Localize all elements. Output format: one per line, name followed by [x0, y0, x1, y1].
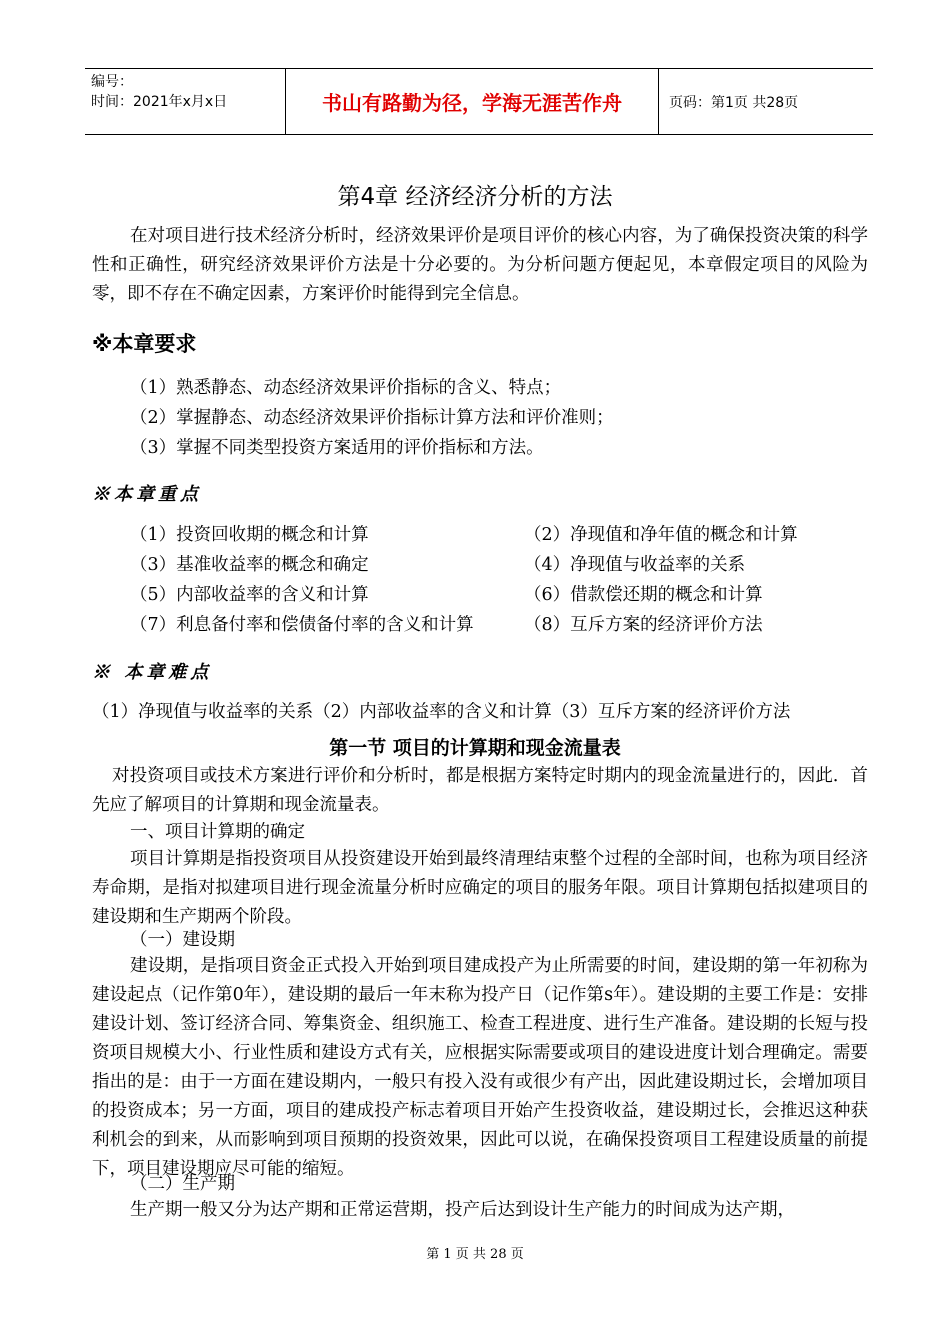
key-point-item: （7）利息备付率和偿债备付率的含义和计算 — [130, 615, 474, 635]
key-point-item: （5）内部收益率的含义和计算 — [130, 585, 369, 605]
chapter-title: 第4章 经济经济分析的方法 — [337, 184, 613, 210]
doc-date-label: 时间：2021年x月x日 — [91, 94, 228, 110]
header-page-info: 页码：第1页 共28页 — [669, 94, 799, 111]
page-footer: 第 1 页 共 28 页 — [426, 1247, 524, 1262]
header-motto-cell — [285, 69, 659, 134]
doc-number-label: 编号： — [91, 74, 133, 90]
difficulties-heading: ※ 本章难点 — [92, 662, 213, 683]
requirement-item: （1）熟悉静态、动态经济效果评价指标的含义、特点； — [130, 378, 562, 398]
key-point-item: （4）净现值与收益率的关系 — [524, 555, 746, 575]
requirement-item: （3）掌握不同类型投资方案适用的评价指标和方法。 — [130, 438, 544, 458]
section-paragraph: 建设期，是指项目资金正式投入开始到项目建成投产为止所需要的时间，建设期的第一年初称为建设起点（记作第0年），建设期的最后一年末称为投产日（记作第s年）。建设期的主要工作是：安排建设计划、签订经济合同、筹集资金、组织施工、检查工程进度、进行生产准备。建设期的长短与投资项目规模大小、行业性质和建设方式有关，应根据实际需要或项目的建设进度计划合理确定。需要指出的是：由于一方面在建设期内，一般只有投入没有或很少有产出，因此建设期过长，会增加项目的投资成本；另一方面，项目的建成投产标志着项目开始产生投资收益，建设期过长，会推迟这种获利机会的到来，从而影响到项目预期的投资效果，因此可以说，在确保投资项目工程建设质量的前提下，项目建设期应尽可能的缩短。 — [92, 956, 868, 1179]
key-point-item: （8）互斥方案的经济评价方法 — [524, 615, 763, 635]
subsection-heading: （二）生产期 — [130, 1174, 235, 1194]
key-points-heading: ※本章重点 — [92, 484, 202, 505]
section-paragraph: 对投资项目或技术方案进行评价和分析时，都是根据方案特定时期内的现金流量进行的，因此．首先应了解项目的计算期和现金流量表。 — [92, 766, 868, 815]
difficulties-text: （1）净现值与收益率的关系（2）内部收益率的含义和计算（3）互斥方案的经济评价方法 — [92, 702, 791, 722]
key-point-item: （2）净现值和净年值的概念和计算 — [524, 525, 798, 545]
intro-paragraph: 在对项目进行技术经济分析时，经济效果评价是项目评价的核心内容，为了确保投资决策的科学性和正确性，研究经济效果评价方法是十分必要的。为分析问题方便起见，本章假定项目的风险为零，即不存在不确定因素，方案评价时能得到完全信息。 — [92, 226, 868, 304]
section-paragraph: 项目计算期是指投资项目从投资建设开始到最终清理结束整个过程的全部时间，也称为项目经济寿命期，是指对拟建项目进行现金流量分析时应确定的项目的服务年限。项目计算期包括拟建项目的建设期和生产期两个阶段。 — [92, 849, 868, 927]
section-paragraph: 生产期一般又分为达产期和正常运营期，投产后达到设计生产能力的时间成为达产期， — [130, 1200, 795, 1220]
section-title: 第一节 项目的计算期和现金流量表 — [329, 737, 621, 759]
header-motto: 书山有路勤为径，学海无涯苦作舟 — [322, 91, 622, 115]
page-header — [85, 68, 873, 135]
requirement-item: （2）掌握静态、动态经济效果评价指标计算方法和评价准则； — [130, 408, 614, 428]
subsection-heading: 一、项目计算期的确定 — [130, 822, 305, 842]
requirements-heading: ※本章要求 — [92, 332, 197, 356]
key-point-item: （6）借款偿还期的概念和计算 — [524, 585, 763, 605]
subsection-heading: （一）建设期 — [130, 930, 235, 950]
key-point-item: （3）基准收益率的概念和确定 — [130, 555, 369, 575]
header-meta — [85, 69, 285, 134]
key-point-item: （1）投资回收期的概念和计算 — [130, 525, 369, 545]
